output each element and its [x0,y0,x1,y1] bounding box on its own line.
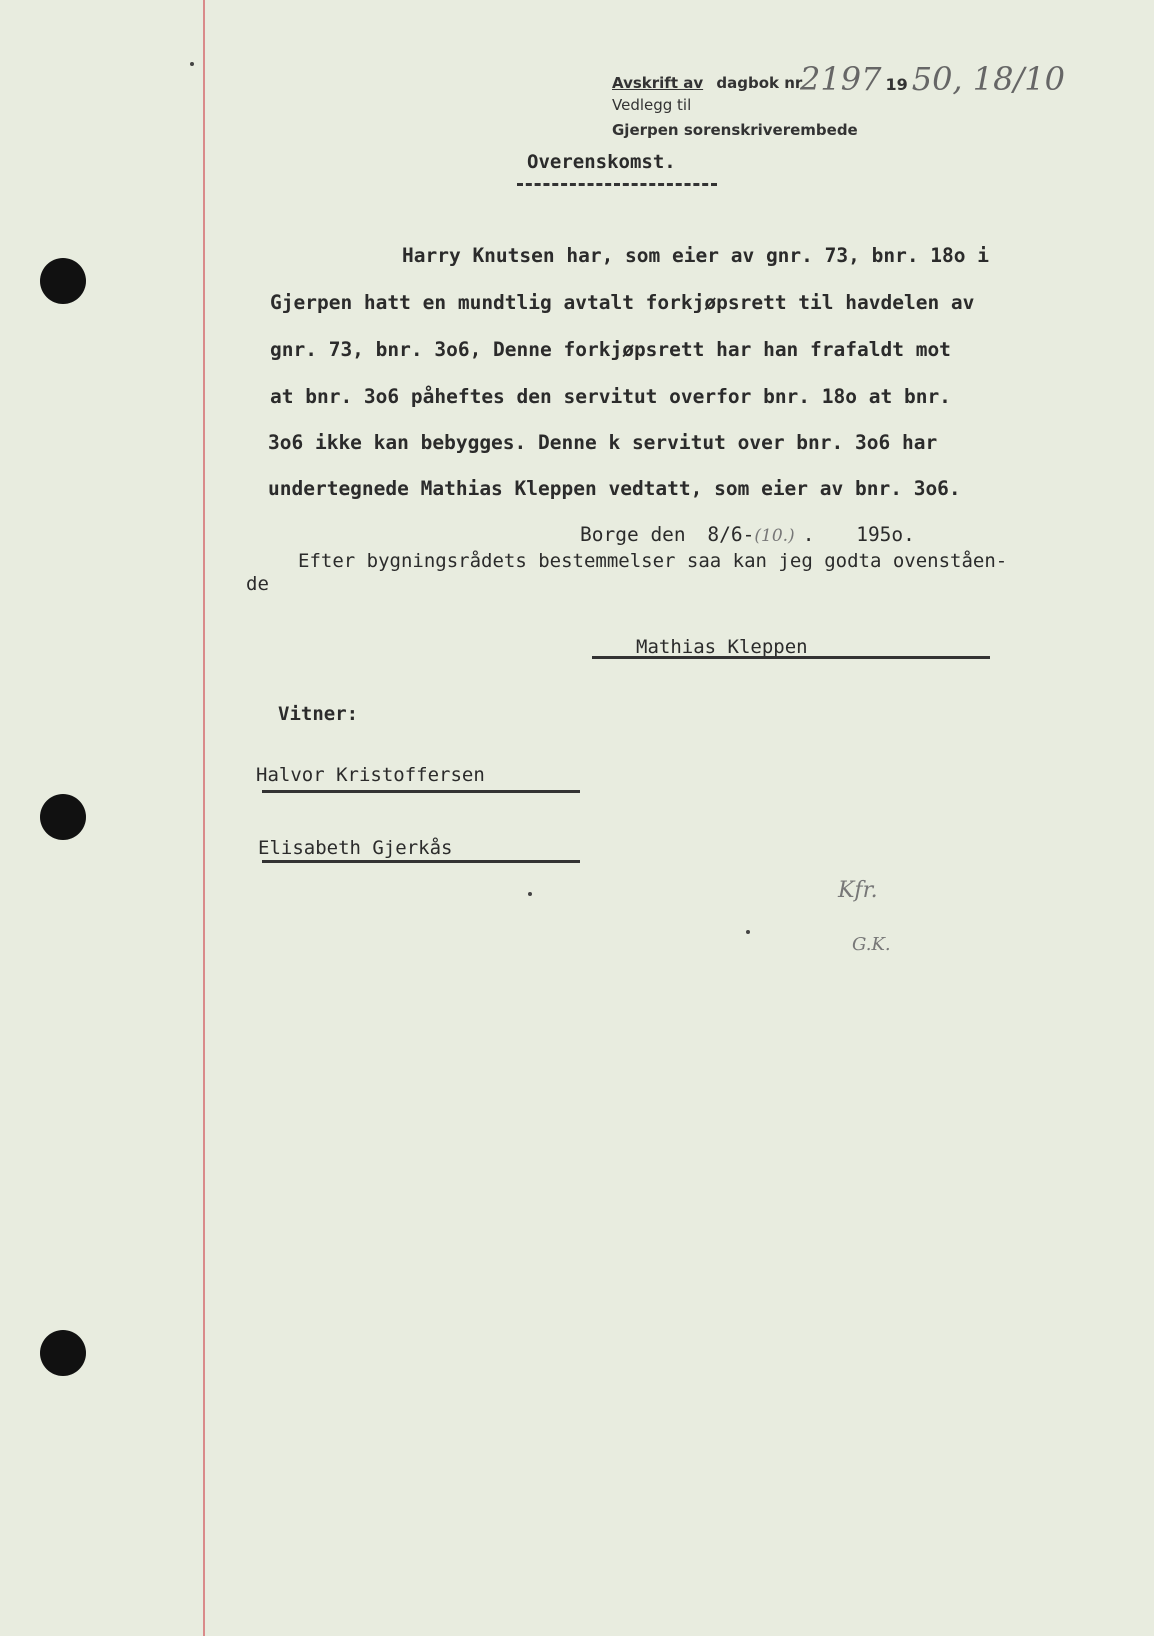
date-line [580,523,915,546]
speck [528,892,532,896]
stamp-vedlegg: Vedlegg til [612,96,692,114]
stamp-header [612,74,802,92]
witness-1-underline [262,790,580,793]
stamp-year-prefix: 19 [885,75,908,94]
stamp-number [800,60,1065,98]
date-dot: . [802,523,815,546]
margin-line [203,0,205,1636]
signer-name: Mathias Kleppen [636,636,808,658]
date-value: 8/6- [707,523,755,546]
stamp-number-value: 2197 [800,60,882,98]
date-place: Borge den [580,523,686,546]
witness-1: Halvor Kristoffersen [256,764,485,786]
document-title: Overenskomst. [527,151,676,173]
paragraph-line-4: at bnr. 3o6 påheftes den servitut overfor bnr. 18o at bnr. [270,385,951,408]
witnesses-label: Vitner: [278,703,359,725]
paragraph-line-3: gnr. 73, bnr. 3o6, Denne forkjøpsrett har han frafaldt mot [270,338,951,361]
speck [746,930,750,934]
stamp-dagbok: dagbok nr [716,74,803,92]
approval-line-1: Efter bygningsrådets bestemmelser saa kan jeg godta ovenståen- [298,550,1008,572]
witness-2: Elisabeth Gjerkås [258,837,453,859]
initials-1: Kfr. [838,878,878,903]
punch-hole-bottom [40,1330,86,1376]
punch-hole-middle [40,794,86,840]
date-year: 195o. [856,523,915,546]
paragraph-line-6: undertegnede Mathias Kleppen vedtatt, som eier av bnr. 3o6. [268,477,961,500]
punch-hole-top [40,258,86,304]
speck [190,62,194,66]
stamp-avskrift: Avskrift av [612,74,704,92]
stamp-office: Gjerpen sorenskriverembede [612,121,858,139]
stamp-year-hand: 50, 18/10 [911,60,1065,98]
initials-2: G.K. [852,934,891,955]
signer-underline [592,656,990,659]
witness-2-underline [262,860,580,863]
paragraph-line-2: Gjerpen hatt en mundtlig avtalt forkjøpsrett til havdelen av [270,291,975,314]
title-underline [517,183,717,186]
approval-line-2: de [246,573,269,595]
date-handwritten: (10.) [754,526,795,546]
paragraph-line-1: Harry Knutsen har, som eier av gnr. 73, bnr. 18o i [402,244,989,267]
paragraph-line-5: 3o6 ikke kan bebygges. Denne k servitut over bnr. 3o6 har [268,431,938,454]
